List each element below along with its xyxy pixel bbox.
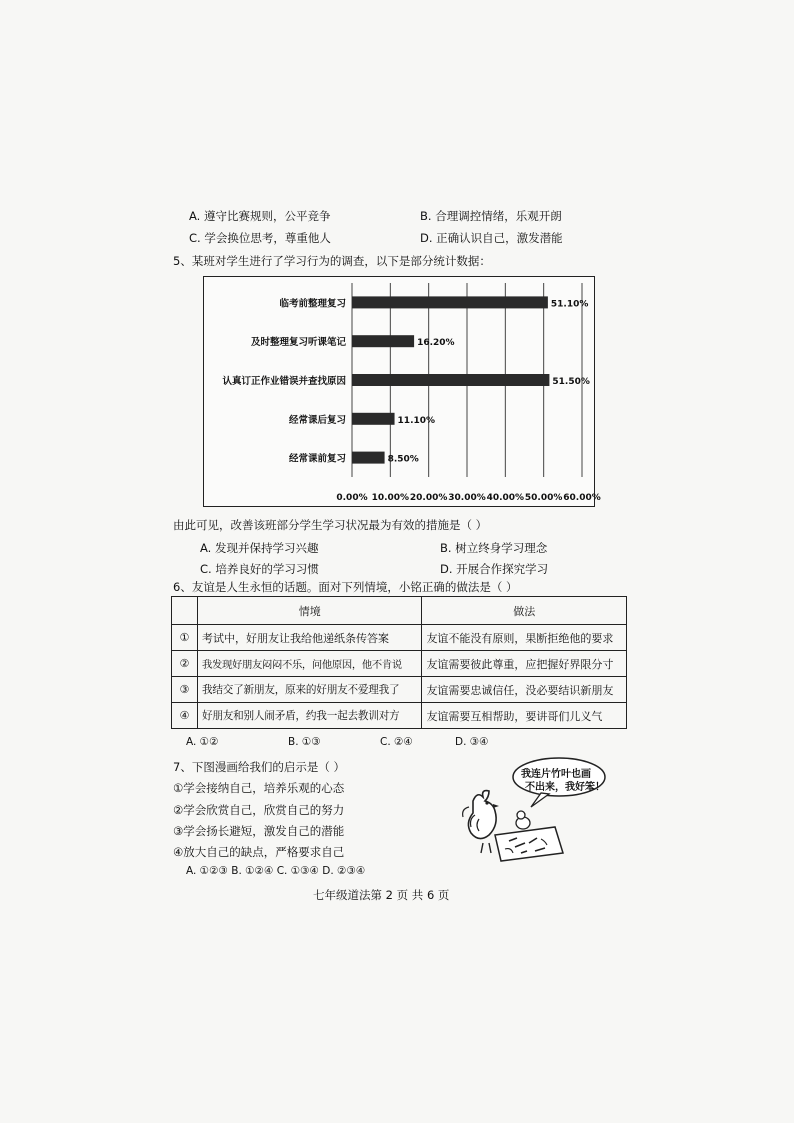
bubble-line-2: 不出来，我好笨！ [525,782,605,793]
row-situation: 我结交了新朋友，原来的好朋友不爱理我了 [197,677,421,703]
q5-option-d: D. 开展合作探究学习 [440,562,549,576]
bar [352,452,385,464]
q4-option-a: A. 遵守比赛规则，公平竞争 [189,209,331,223]
q6-option-b: B. ①③ [288,736,321,748]
data-label: 51.50% [552,377,590,387]
q4-option-d: D. 正确认识自己，激发潜能 [420,231,563,245]
category-label: 经常课后复习 [288,414,346,426]
bubble-line-1: 我连片竹叶也画 [521,769,591,780]
q7-item-4: ④放大自己的缺点，严格要求自己 [173,845,345,859]
cartoon-illustration [455,757,605,871]
q7-item-1: ①学会接纳自己，培养乐观的心态 [173,781,345,795]
data-label: 11.10% [397,415,436,426]
table-row [172,677,627,703]
q6-option-c: C. ②④ [380,736,413,748]
category-label: 认真订正作业错误并查找原因 [222,376,346,387]
q6-stem: 6、友谊是人生永恒的话题。面对下列情境，小铭正确的做法是（ ） [173,580,518,594]
q7-item-3: ③学会扬长避短，激发自己的潜能 [173,824,345,838]
q4-option-b: B. 合理调控情绪，乐观开朗 [420,209,562,223]
q5-conclusion: 由此可见，改善该班部分学生学习状况最为有效的措施是（ ） [173,518,488,532]
row-number: ① [172,625,198,651]
table-row [172,625,627,651]
table-row [172,651,627,677]
data-label: 51.10% [550,299,589,310]
x-tick-label: 20.00% [409,493,448,503]
data-label: 8.50% [387,454,419,465]
header-situation: 情境 [197,597,421,625]
bar [352,374,549,386]
q6-option-d: D. ③④ [455,736,489,748]
x-tick-label: 40.00% [486,493,525,503]
x-tick-label: 60.00% [563,493,601,503]
x-tick-label: 10.00% [371,493,410,503]
header-number [172,597,198,625]
q6-table [171,596,627,729]
category-label: 及时整理复习听课笔记 [250,337,346,349]
row-situation: 我发现好朋友闷闷不乐，问他原因，他不肯说 [197,651,421,677]
category-label: 经常课前复习 [288,453,346,465]
table-row [172,703,627,729]
x-tick-label: 30.00% [448,493,486,503]
row-number: ④ [172,703,198,729]
q6-option-a: A. ①② [186,736,219,748]
row-number: ② [172,651,198,677]
chart-svg [204,277,601,508]
row-situation: 考试中，好朋友让我给他递纸条传答案 [197,625,421,651]
category-label: 临考前整理复习 [279,298,346,310]
x-tick-label: 50.00% [524,493,563,503]
q7-options: A. ①②③ B. ①②④ C. ①③④ D. ②③④ [186,865,366,877]
x-tick-label: 0.00% [336,493,368,503]
row-action: 友谊不能没有原则，果断拒绝他的要求 [422,625,627,651]
q5-option-a: A. 发现并保持学习兴趣 [200,541,319,555]
q7-stem: 7、下图漫画给我们的启示是（ ） [173,760,345,774]
bar [352,296,548,308]
q5-option-b: B. 树立终身学习理念 [440,541,548,555]
row-situation: 好朋友和别人闹矛盾，约我一起去教训对方 [197,703,421,729]
bar [352,335,414,347]
table-header-row [172,597,627,625]
page-footer: 七年级道法第 2 页 共 6 页 [313,888,450,902]
row-number: ③ [172,677,198,703]
row-action: 友谊需要忠诚信任，没必要结识新朋友 [422,677,627,703]
data-label: 16.20% [417,338,455,349]
bar [352,413,395,425]
q7-item-2: ②学会欣赏自己，欣赏自己的努力 [173,803,345,817]
header-action: 做法 [422,597,627,625]
q5-option-c: C. 培养良好的学习习惯 [200,562,319,576]
q4-option-c: C. 学会换位思考，尊重他人 [189,231,331,245]
q5-bar-chart [203,276,601,507]
row-action: 友谊需要互相帮助，要讲哥们儿义气 [422,703,627,729]
q5-stem: 5、某班对学生进行了学习行为的调查，以下是部分统计数据： [173,254,491,268]
row-action: 友谊需要彼此尊重，应把握好界限分寸 [422,651,627,677]
